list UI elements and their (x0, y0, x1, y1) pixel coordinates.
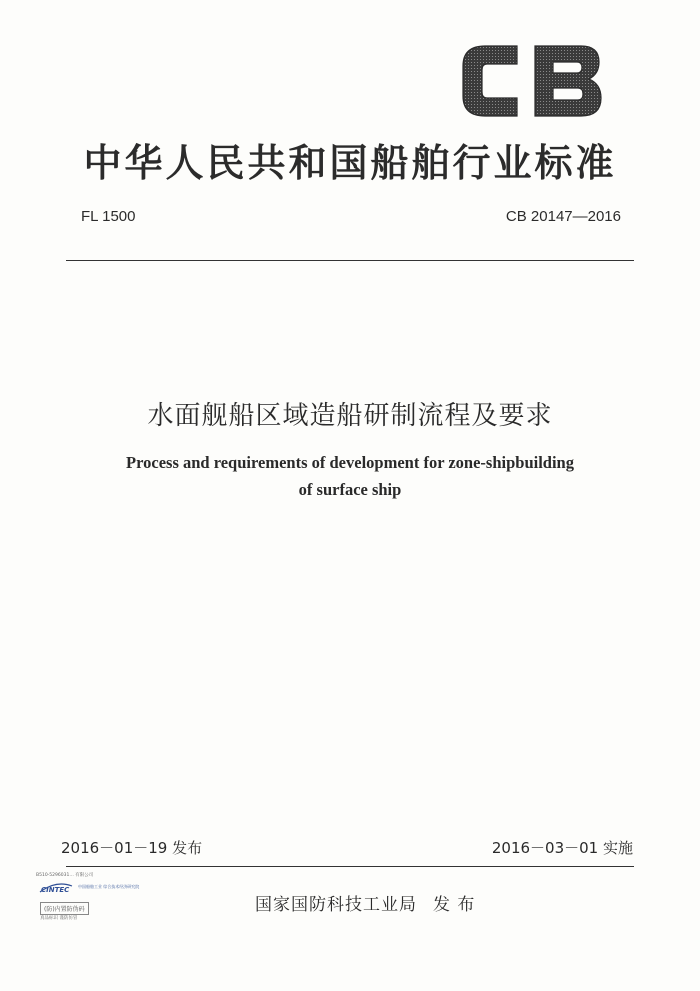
classification-code: FL 1500 (81, 208, 136, 225)
stamp-organization: 中国船舶工业 综合技术经济研究院 (78, 884, 140, 889)
header-divider (66, 260, 634, 261)
document-title-chinese: 水面舰船区域造船研制流程及要求 (147, 401, 553, 431)
stamp-note: 真品标识 谨防仿冒 (40, 916, 78, 921)
publisher-line (255, 890, 475, 915)
anti-counterfeit-stamp (36, 872, 140, 924)
footer-divider (66, 866, 634, 867)
publish-action: 发 布 (433, 895, 476, 915)
standard-category-title: 中华人民共和国船舶行业标准 (83, 141, 617, 185)
stamp-label: (防)内置防伪码 (40, 902, 89, 915)
stamp-serial: B510-5296031… 有限公司 (36, 873, 94, 878)
issue-date: 2016－01－19 发布 (61, 839, 203, 857)
implementation-date: 2016－03－01 实施 (491, 839, 633, 857)
cb-logo (455, 40, 605, 122)
document-title-english-line-1: Process and requirements of development for zone-shipbuilding (126, 453, 574, 472)
document-title-english-line-2: of surface ship (298, 480, 402, 499)
stamp-brand: CINTEC (41, 886, 70, 894)
cb-logo-graphic (455, 40, 605, 122)
publisher-name: 国家国防科技工业局 (255, 895, 417, 915)
document-title-english (0, 449, 700, 503)
cintec-logo-icon (38, 882, 74, 894)
standard-number: CB 20147—2016 (505, 208, 621, 225)
